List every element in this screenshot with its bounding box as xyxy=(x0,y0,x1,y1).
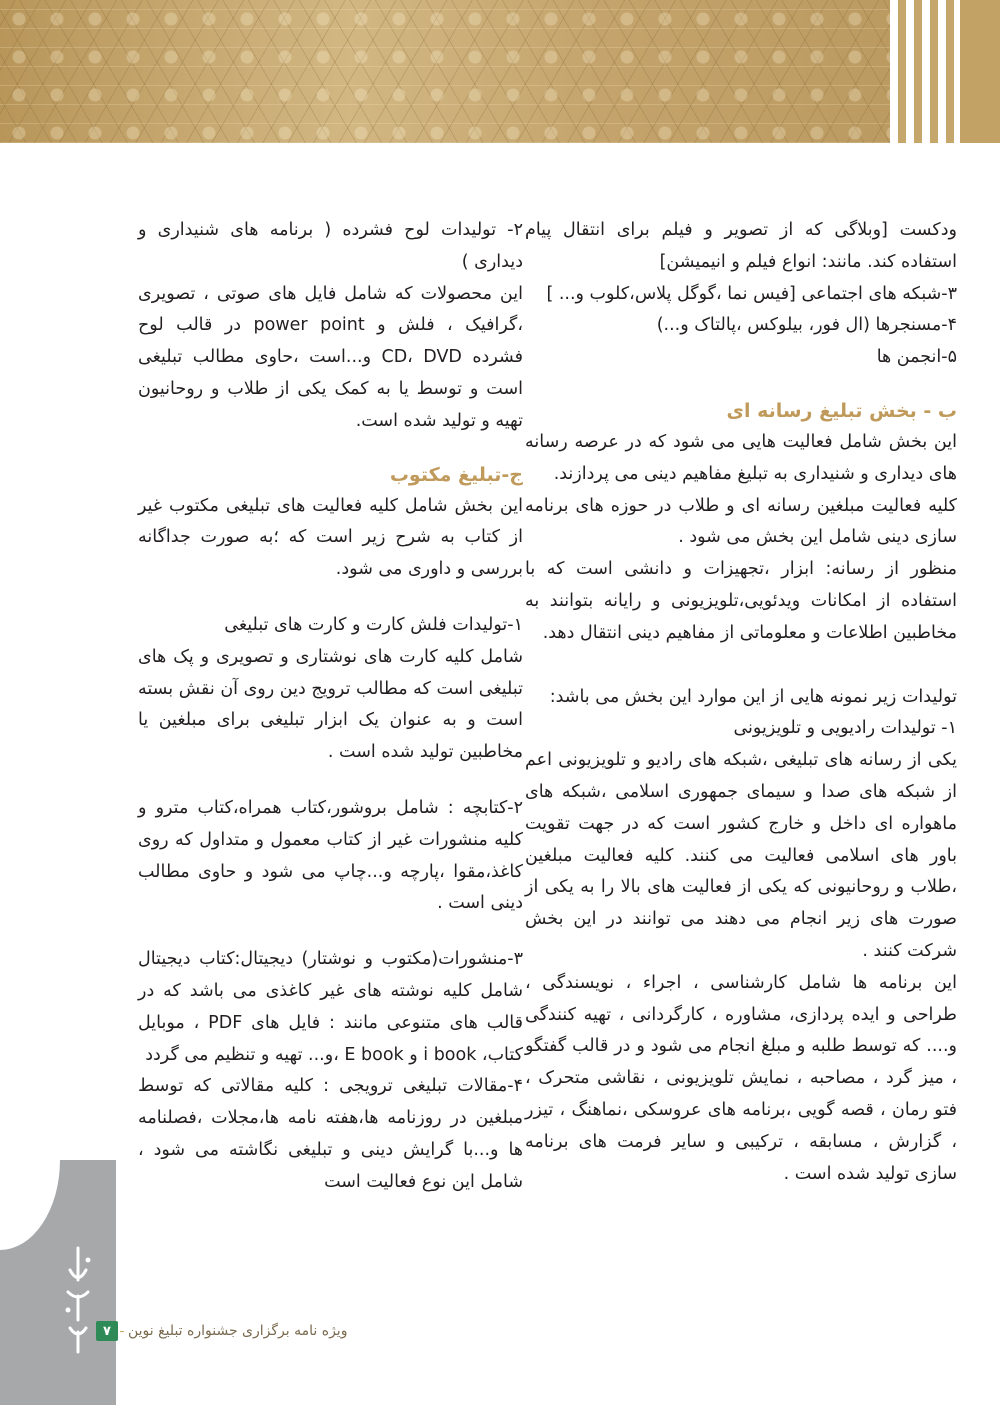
paragraph: ۲- تولیدات لوح فشرده ( برنامه های شنیداری و دیداری ) xyxy=(138,220,523,272)
paragraph: کلیه فعالیت مبلغین رسانه ای و طلاب در حوزه های برنامه سازی دینی شامل این بخش می شود . xyxy=(525,495,957,548)
paragraph: ۳-شبکه های اجتماعی [فیس نما ،گوگل پلاس،کلوب و... ] xyxy=(546,283,957,304)
paragraph: ۵-انجمن ها xyxy=(876,347,957,368)
logo xyxy=(58,1240,98,1360)
paragraph: ۴-مسنجرها (ال فور، بیلوکس ،پالتاک و...) xyxy=(656,315,957,336)
section-heading-media: ب - بخش تبلیغ رسانه ای xyxy=(726,399,957,422)
paragraph: ۲-کتابچه : شامل بروشور،کتاب همراه،کتاب مترو و کلیه منشورات غیر از کتاب معمول و متداول که روی کاغذ،مقوا ،پارچه و...چاپ می شود و حاوی مطالب دینی است . xyxy=(138,797,523,914)
paragraph: ۱- تولیدات رادیویی و تلویزیونی xyxy=(733,718,957,739)
paragraph: یکی از رسانه های تبلیغی ،شبکه های رادیو و تلویزیونی اعم از شبکه های صدا و سیمای جمهوری اسلامی ،شبکه های ماهواره ای داخل و خارج کشور است که در جهت تقویت باور های اسلامی فعالیت می کنند. کلیه فعالیت مبلغین ،طلاب و روحانیونی که یکی از فعالیت های بالا را به یکی از صورت های زیر انجام می دهند می توانند در این بخش شرکت کنند . xyxy=(525,750,957,961)
paragraph: ۴-مقالات تبلیغی ترویجی : کلیه مقالاتی که توسط مبلغین در روزنامه ها،هفته نامه ها،مجلات ،فصلنامه ها و...با گرایش دینی و تبلیغی نگاشته می شود ، شامل این نوع فعالیت است xyxy=(138,1076,523,1192)
paragraph: این بخش شامل کلیه فعالیت های تبلیغی مکتوب غیر از کتاب به شرح زیر است که ؛به صورت جداگانه بررسی و داوری می شود. xyxy=(138,495,523,580)
left-column xyxy=(138,215,523,1199)
page-number: ۷ xyxy=(96,1321,118,1341)
paragraph: ۳-منشورات(مکتوب و نوشتار) دیجیتال:کتاب دیجیتال شامل کلیه نوشته های غیر کاغذی می باشد که در قالب های متنوعی مانند : فایل های PDF ، موبایل کتاب، i book و E book ،و... تهیه و تنظیم می گردد xyxy=(138,949,523,1065)
paragraph: منظور از رسانه: ابزار ،تجهیزات و دانشی است که با استفاده از امکانات ویدئویی،تلویزیونی و رایانه بتوانند به مخاطبین اطلاعات و معلوماتی از مفاهیم دینی انتقال دهد. xyxy=(525,559,957,643)
paragraph: این بخش شامل فعالیت هایی می شود که در عرصه رسانه های دیداری و شنیداری به تبلیغ مفاهیم دینی می پردازند. xyxy=(525,431,957,484)
paragraph: این برنامه ها شامل کارشناسی ، اجراء ، نویسندگی ، طراحی و ایده پردازی، مشاوره ، کارگردانی ، تهیه کنندگی و.... که توسط طلبه و مبلغ انجام می شود و در قالب گفتگو ، میز گرد ، مصاحبه ، نمایش تلویزیونی ، نقاشی متحرک ، فتو رمان ، قصه گویی ،برنامه های عروسکی ،نماهنگ ، تیزر ، گزارش ، مسابقه ، ترکیبی و سایر فرمت های برنامه سازی تولید شده است . xyxy=(525,972,957,1184)
logo-icon xyxy=(58,1240,98,1360)
footer-caption: ویژه نامه برگزاری جشنواره تبلیغ نوین xyxy=(124,1321,487,1341)
banner-stripes xyxy=(890,0,1000,143)
paragraph: ۱-تولیدات فلش کارت و کارت های تبلیغی xyxy=(224,614,523,635)
paragraph: تولیدات زیر نمونه هایی از این موارد این بخش می باشد: xyxy=(549,686,957,707)
decorative-banner xyxy=(0,0,1000,143)
right-column xyxy=(525,215,957,1190)
paragraph: شامل کلیه کارت های نوشتاری و تصویری و پک های تبلیغی است که مطالب ترویج دین روی آن نقش بسته است و به عنوان یک ابزار تبلیغی برای مبلغین یا مخاطبین تولید شده است . xyxy=(138,646,523,763)
paragraph: این محصولات که شامل فایل های صوتی ، تصویری ،گرافیک ، فلش و power point در قالب لوح فشرده CD، DVD و...است ،حاوی مطالب تبلیغی است و توسط یا به کمک یکی از طلاب و روحانیون تهیه و تولید شده است. xyxy=(138,283,523,431)
section-heading-written: ج-تبلیغ مکتوب xyxy=(389,463,523,486)
paragraph: ودکست [وبلاگی که از تصویر و فیلم برای انتقال پیام استفاده کند. مانند: انواع فیلم و انیمیشن] xyxy=(525,220,957,272)
